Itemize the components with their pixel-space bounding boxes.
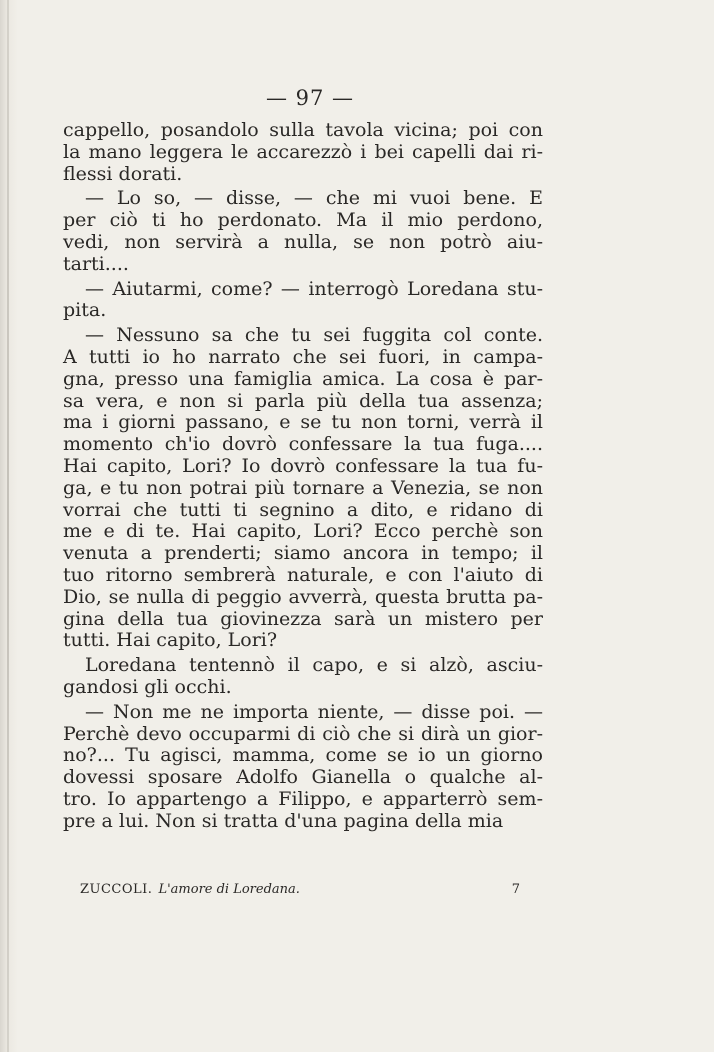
paragraph <box>63 325 543 652</box>
footer-book-title: L'amore di Loredana. <box>158 882 300 897</box>
text-line: Loredana tentennò il capo, e si alzò, asciu- <box>85 654 543 677</box>
text-line: Hai capito, Lori? Io dovrò confessare la tua fu- <box>63 454 543 477</box>
text-line: ma i giorni passano, e se tu non torni, verrà il <box>63 411 543 434</box>
text-line: — Aiutarmi, come? — interrogò Loredana stu- <box>85 277 543 300</box>
text-line: Perchè devo occuparmi di ciò che si dirà un gior- <box>63 722 543 745</box>
body-text <box>63 120 543 833</box>
paragraph <box>63 120 543 185</box>
text-line: no?... Tu agisci, mamma, come se io un giorno <box>63 744 543 767</box>
page-binding-edge <box>0 0 18 1052</box>
page-footer <box>80 882 520 897</box>
text-line: momento ch'io dovrò confessare la tua fuga.... <box>63 433 543 456</box>
text-line: pre a lui. Non si tratta d'una pagina della mia <box>63 809 504 832</box>
text-line: per ciò ti ho perdonato. Ma il mio perdono, <box>63 209 543 232</box>
paragraph <box>63 655 543 699</box>
paragraph <box>63 279 543 323</box>
text-line: venuta a prenderti; siamo ancora in tempo; il <box>63 542 543 565</box>
paragraph <box>63 702 543 833</box>
text-line: — Non me ne importa niente, — disse poi. — <box>85 700 543 723</box>
text-line: tutti. Hai capito, Lori? <box>63 629 278 652</box>
text-line: — Lo so, — disse, — che mi vuoi bene. E <box>85 187 543 210</box>
text-line: gina della tua giovinezza sarà un mistero per <box>63 607 543 630</box>
text-line: vorrai che tutti ti segnino a dito, e ridano di <box>63 498 543 521</box>
text-line: A tutti io ho narrato che sei fuori, in campa- <box>63 345 543 368</box>
footer-author: ZUCCOLI. <box>80 882 153 897</box>
text-line: gandosi gli occhi. <box>63 675 232 698</box>
text-line: tuo ritorno sembrerà naturale, e con l'aiuto di <box>63 563 543 586</box>
text-line: tarti.... <box>63 252 129 275</box>
text-line: la mano leggera le accarezzò i bei capelli dai ri- <box>63 140 543 163</box>
text-line: me e di te. Hai capito, Lori? Ecco perchè son <box>63 520 543 543</box>
text-line: vedi, non servirà a nulla, se non potrò aiu- <box>63 230 543 253</box>
text-line: cappello, posandolo sulla tavola vicina; poi con <box>63 119 543 141</box>
text-line: ga, e tu non potrai più tornare a Venezia, se non <box>63 476 543 499</box>
text-line: — Nessuno sa che tu sei fuggita col conte. <box>85 324 543 347</box>
text-line: sa vera, e non si parla più della tua assenza; <box>63 389 543 412</box>
text-line: tro. Io appartengo a Filippo, e apparterrò sem- <box>63 787 543 810</box>
signature-mark: 7 <box>511 882 520 897</box>
text-line: Dio, se nulla di peggio avverrà, questa brutta pa- <box>63 585 543 608</box>
text-line: pita. <box>63 299 107 322</box>
paragraph <box>63 188 543 275</box>
text-line: flessi dorati. <box>63 162 183 185</box>
footer-credit <box>80 882 300 897</box>
page-number: — 97 — <box>265 86 355 110</box>
text-line: dovessi sposare Adolfo Gianella o qualche al- <box>63 766 543 789</box>
text-line: gna, presso una famiglia amica. La cosa è par- <box>63 367 543 390</box>
